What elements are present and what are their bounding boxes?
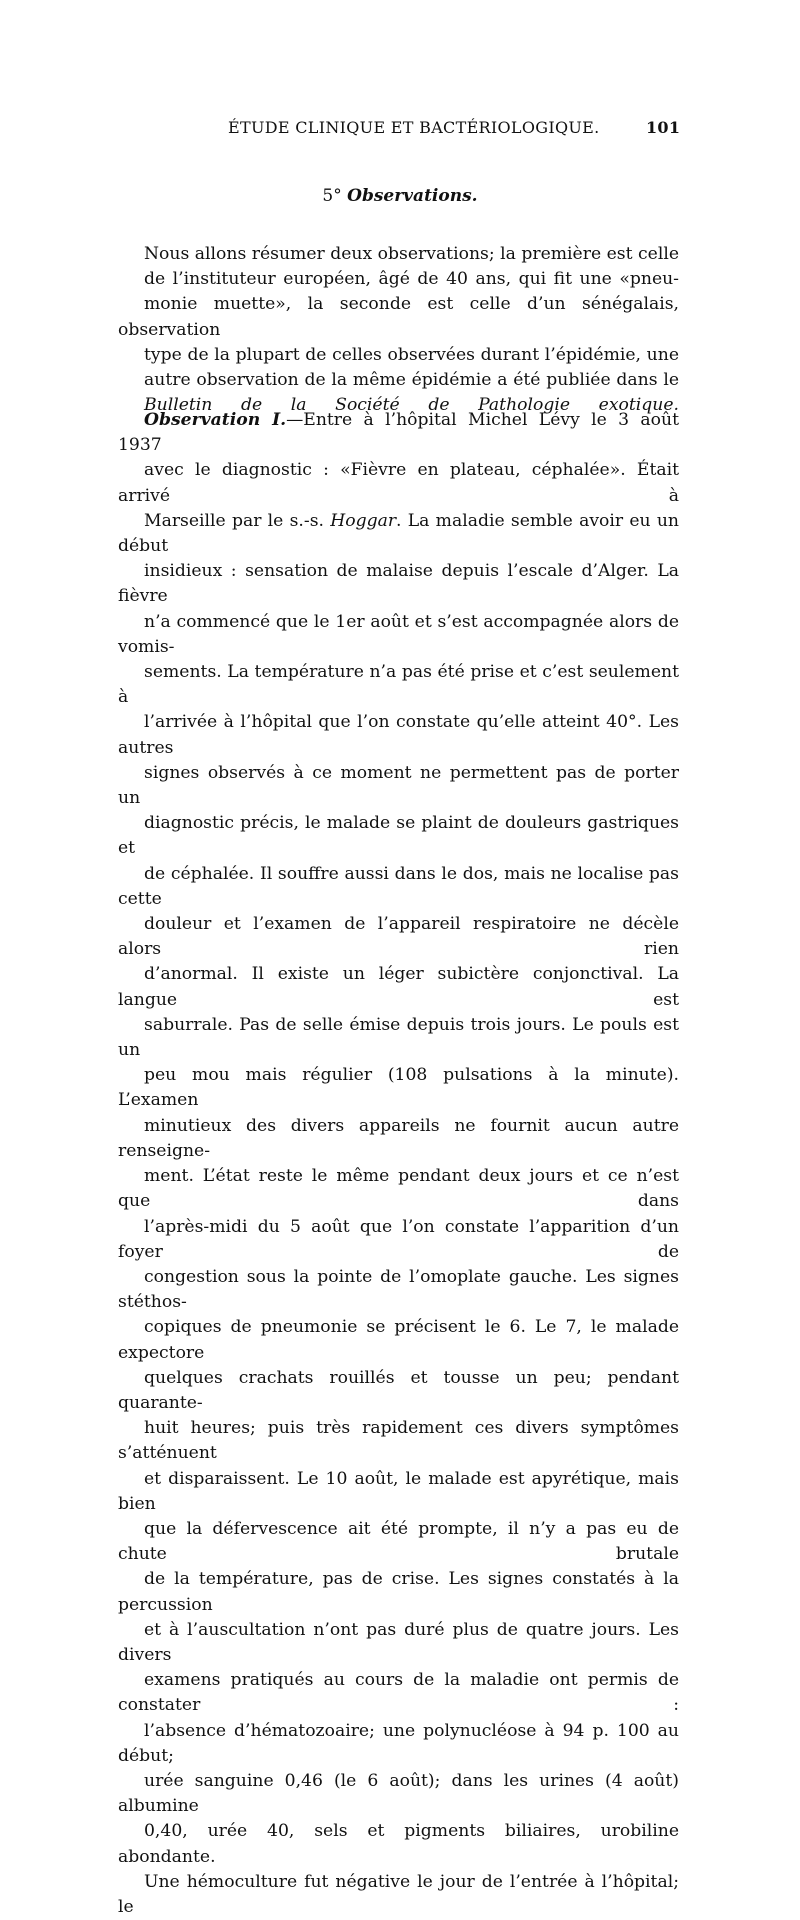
section-heading <box>0 186 800 206</box>
text-line: avec le diagnostic : «Fièvre en plateau, céphalée». Était arrivé à <box>118 460 679 506</box>
observation-label: Observation I. <box>144 410 287 430</box>
text-line: de céphalée. Il souffre aussi dans le dos, mais ne localise pas cette <box>118 863 679 909</box>
page-number: 101 <box>646 118 681 137</box>
text-line: copiques de pneumonie se précisent le 6. Le 7, le malade expectore <box>118 1317 679 1363</box>
text-line: monie muette», la seconde est celle d’un sénégalais, observation <box>118 294 679 340</box>
text-line: l’après-midi du 5 août que l’on constate l’apparition d’un foyer de <box>118 1216 679 1262</box>
paragraph-observation-1 <box>118 408 679 1920</box>
text-line: saburrale. Pas de selle émise depuis trois jours. Le pouls est un <box>118 1014 679 1061</box>
text-line: huit heures; puis très rapidement ces divers symptômes s’atténuent <box>118 1418 679 1464</box>
text-line: minutieux des divers appareils ne fournit aucun autre renseigne- <box>118 1115 679 1161</box>
running-header <box>0 118 800 142</box>
text-line <box>118 509 679 559</box>
text-fragment: . La maladie semble avoir eu un début <box>118 510 679 557</box>
text-line: l’arrivée à l’hôpital que l’on constate qu’elle atteint 40°. Les autres <box>118 712 679 758</box>
paragraph-intro <box>118 242 679 418</box>
text-line: congestion sous la pointe de l’omoplate gauche. Les signes stéthos- <box>118 1266 679 1313</box>
text-line: peu mou mais régulier (108 pulsations à la minute). L’examen <box>118 1065 679 1111</box>
text-line: sements. La température n’a pas été prise et c’est seulement à <box>118 662 679 708</box>
text-fragment: —Entre à l’hôpital Michel Lévy le 3 août 1937 <box>118 410 679 456</box>
text-line: et à l’auscultation n’ont pas duré plus de quatre jours. Les divers <box>118 1619 679 1665</box>
text-line: autre observation de la même épidémie a été publiée dans le <box>144 370 679 391</box>
text-line-journal-title: Bulletin de la Société de Pathologie exotique. <box>144 395 679 416</box>
text-line: urée sanguine 0,46 (le 6 août); dans les urines (4 août) albumine <box>118 1770 679 1817</box>
text-fragment: Marseille par le s.-s. <box>144 510 331 531</box>
text-line: signes observés à ce moment ne permettent pas de porter un <box>118 762 679 809</box>
text-line: 0,40, urée 40, sels et pigments biliaires, urobiline abondante. <box>118 1821 679 1867</box>
text-line: l’absence d’hématozoaire; une polynucléose à 94 p. 100 au début; <box>118 1720 679 1766</box>
text-line: n’a commencé que le 1er août et s’est accompagnée alors de vomis- <box>118 611 679 657</box>
text-line: de la température, pas de crise. Les signes constatés à la percussion <box>118 1569 679 1615</box>
text-line: Une hémoculture fut négative le jour de l’entrée à l’hôpital; le <box>118 1871 679 1917</box>
text-line: d’anormal. Il existe un léger subictère conjonctival. La langue est <box>118 964 679 1010</box>
text-line: diagnostic précis, le malade se plaint de douleurs gastriques et <box>118 813 679 859</box>
section-title: Observations. <box>347 186 478 206</box>
text-line: douleur et l’examen de l’appareil respiratoire ne décèle alors rien <box>118 914 679 960</box>
text-line: Nous allons résumer deux observations; la première est celle <box>144 244 679 264</box>
text-line: quelques crachats rouillés et tousse un peu; pendant quarante- <box>118 1367 679 1413</box>
text-line: et disparaissent. Le 10 août, le malade est apyrétique, mais bien <box>118 1468 679 1514</box>
text-line: examens pratiqués au cours de la maladie ont permis de constater : <box>118 1670 679 1716</box>
text-line: que la défervescence ait été prompte, il n’y a pas eu de chute brutale <box>118 1518 679 1565</box>
text-line: ment. L’état reste le même pendant deux jours et ce n’est que dans <box>118 1166 679 1212</box>
text-line <box>118 408 679 458</box>
running-title: ÉTUDE CLINIQUE ET BACTÉRIOLOGIQUE. <box>228 118 600 137</box>
text-line: type de la plupart de celles observées durant l’épidémie, une <box>144 344 679 365</box>
text-line: de l’instituteur européen, âgé de 40 ans, qui fit une «pneu- <box>144 269 679 290</box>
section-number: 5° <box>322 186 342 206</box>
ship-name: Hoggar <box>330 510 397 531</box>
text-line: insidieux : sensation de malaise depuis l’escale d’Alger. La fièvre <box>118 561 679 607</box>
